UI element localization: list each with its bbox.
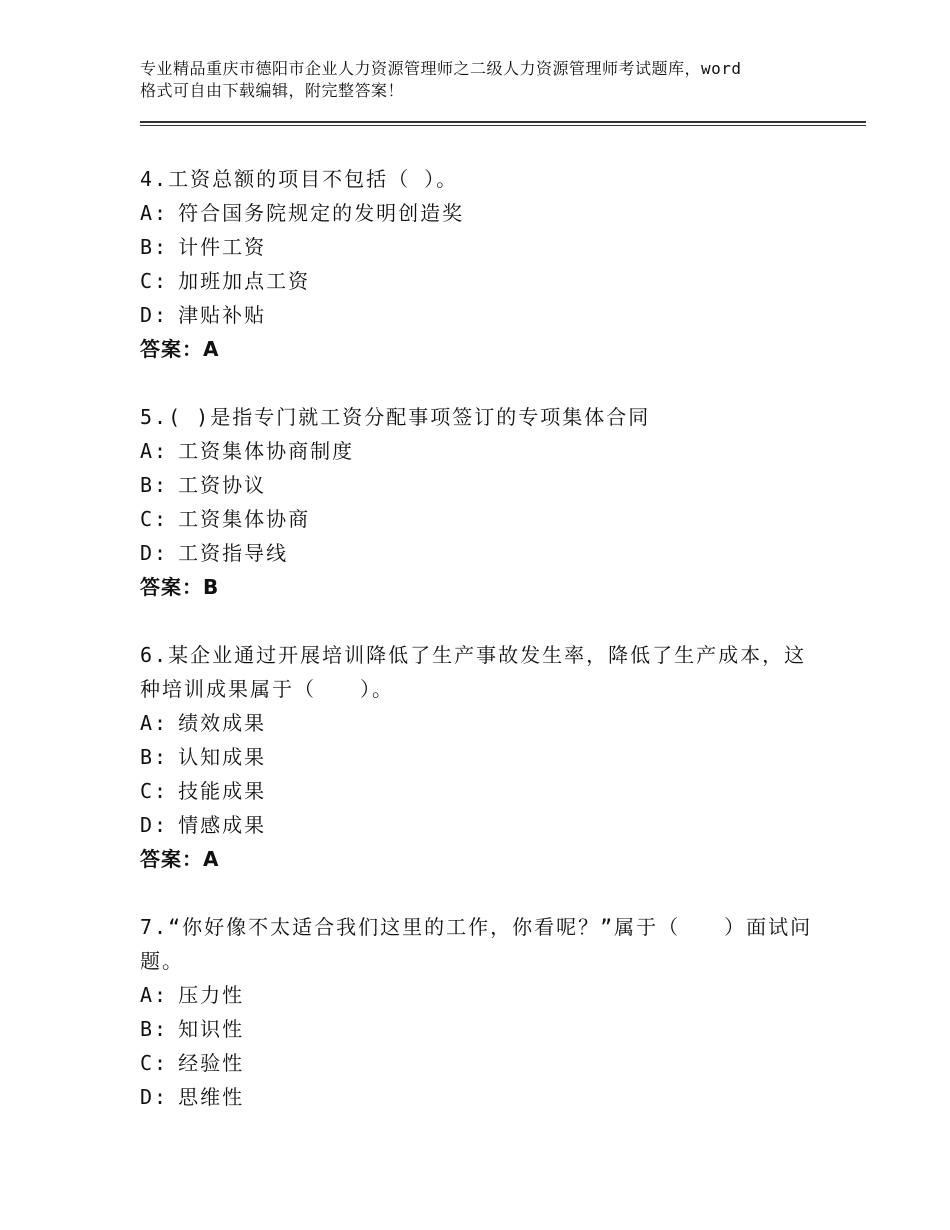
answer-value: A — [203, 337, 220, 361]
option-text: 工资集体协商制度 — [178, 439, 355, 463]
option-letter: D — [140, 541, 155, 565]
option-letter: C — [140, 269, 155, 293]
option-text: 情感成果 — [178, 813, 267, 837]
header-divider-thick — [140, 121, 866, 123]
option-text: 知识性 — [178, 1017, 245, 1041]
option-letter: B — [140, 473, 155, 497]
answer-label: 答案： — [140, 575, 203, 599]
option-c — [140, 264, 820, 298]
option-d — [140, 536, 820, 570]
option-a — [140, 434, 820, 468]
answer-value: B — [203, 575, 220, 599]
option-colon: : — [154, 269, 169, 293]
option-b — [140, 740, 820, 774]
option-letter: A — [140, 439, 155, 463]
option-colon: : — [154, 983, 169, 1007]
option-colon: : — [154, 813, 169, 837]
answer-line — [140, 842, 820, 876]
question-number: 6. — [140, 643, 169, 667]
option-colon: : — [154, 779, 169, 803]
answer-line — [140, 570, 820, 604]
option-c — [140, 1046, 820, 1080]
question-7 — [140, 910, 820, 1114]
option-colon: : — [154, 1017, 169, 1041]
document-header — [140, 58, 840, 102]
question-text: 某企业通过开展培训降低了生产事故发生率，降低了生产成本，这种培训成果属于（ ）。 — [140, 643, 807, 701]
question-5 — [140, 400, 820, 604]
header-line-1: 专业精品重庆市德阳市企业人力资源管理师之二级人力资源管理师考试题库，word — [140, 59, 742, 78]
option-colon: : — [154, 439, 169, 463]
option-d — [140, 298, 820, 332]
option-letter: C — [140, 1051, 155, 1075]
option-c — [140, 774, 820, 808]
option-letter: A — [140, 711, 155, 735]
option-colon: : — [154, 235, 169, 259]
option-letter: C — [140, 507, 155, 531]
option-text: 绩效成果 — [178, 711, 267, 735]
option-a — [140, 706, 820, 740]
answer-line — [140, 332, 820, 366]
question-stem — [140, 162, 820, 196]
option-colon: : — [154, 507, 169, 531]
option-letter: D — [140, 813, 155, 837]
option-letter: A — [140, 201, 155, 225]
option-colon: : — [154, 1051, 169, 1075]
option-letter: D — [140, 303, 155, 327]
option-text: 经验性 — [178, 1051, 245, 1075]
option-a — [140, 978, 820, 1012]
question-stem — [140, 400, 820, 434]
answer-label: 答案： — [140, 337, 203, 361]
option-letter: D — [140, 1085, 155, 1109]
option-colon: : — [154, 473, 169, 497]
option-text: 思维性 — [178, 1085, 245, 1109]
option-colon: : — [154, 541, 169, 565]
question-number: 7. — [140, 915, 169, 939]
option-text: 津贴补贴 — [178, 303, 267, 327]
option-text: 加班加点工资 — [178, 269, 311, 293]
question-4 — [140, 162, 820, 366]
answer-value: A — [203, 847, 220, 871]
option-text: 认知成果 — [178, 745, 267, 769]
option-d — [140, 808, 820, 842]
question-text: “你好像不太适合我们这里的工作，你看呢？”属于（ ）面试问题。 — [140, 915, 813, 973]
header-line-2: 格式可自由下载编辑，附完整答案！ — [140, 81, 405, 100]
option-colon: : — [154, 201, 169, 225]
question-number: 5. — [140, 405, 169, 429]
option-text: 符合国务院规定的发明创造奖 — [178, 201, 465, 225]
option-text: 工资协议 — [178, 473, 267, 497]
option-text: 技能成果 — [178, 779, 267, 803]
option-text: 工资指导线 — [178, 541, 289, 565]
option-letter: B — [140, 745, 155, 769]
option-letter: C — [140, 779, 155, 803]
option-letter: A — [140, 983, 155, 1007]
option-colon: : — [154, 711, 169, 735]
answer-label: 答案： — [140, 847, 203, 871]
question-number: 4. — [140, 167, 169, 191]
option-b — [140, 468, 820, 502]
option-colon: : — [154, 745, 169, 769]
option-letter: B — [140, 1017, 155, 1041]
option-text: 计件工资 — [178, 235, 267, 259]
header-divider-thin — [140, 125, 866, 126]
option-c — [140, 502, 820, 536]
option-text: 压力性 — [178, 983, 245, 1007]
question-6 — [140, 638, 820, 876]
option-b — [140, 230, 820, 264]
question-stem — [140, 638, 820, 706]
option-b — [140, 1012, 820, 1046]
question-text: ( )是指专门就工资分配事项签订的专项集体合同 — [168, 405, 651, 429]
option-colon: : — [154, 303, 169, 327]
option-text: 工资集体协商 — [178, 507, 311, 531]
question-stem — [140, 910, 820, 978]
option-a — [140, 196, 820, 230]
option-letter: B — [140, 235, 155, 259]
option-colon: : — [154, 1085, 169, 1109]
question-list — [140, 162, 820, 1148]
question-text: 工资总额的项目不包括（ ）。 — [168, 167, 459, 191]
option-d — [140, 1080, 820, 1114]
